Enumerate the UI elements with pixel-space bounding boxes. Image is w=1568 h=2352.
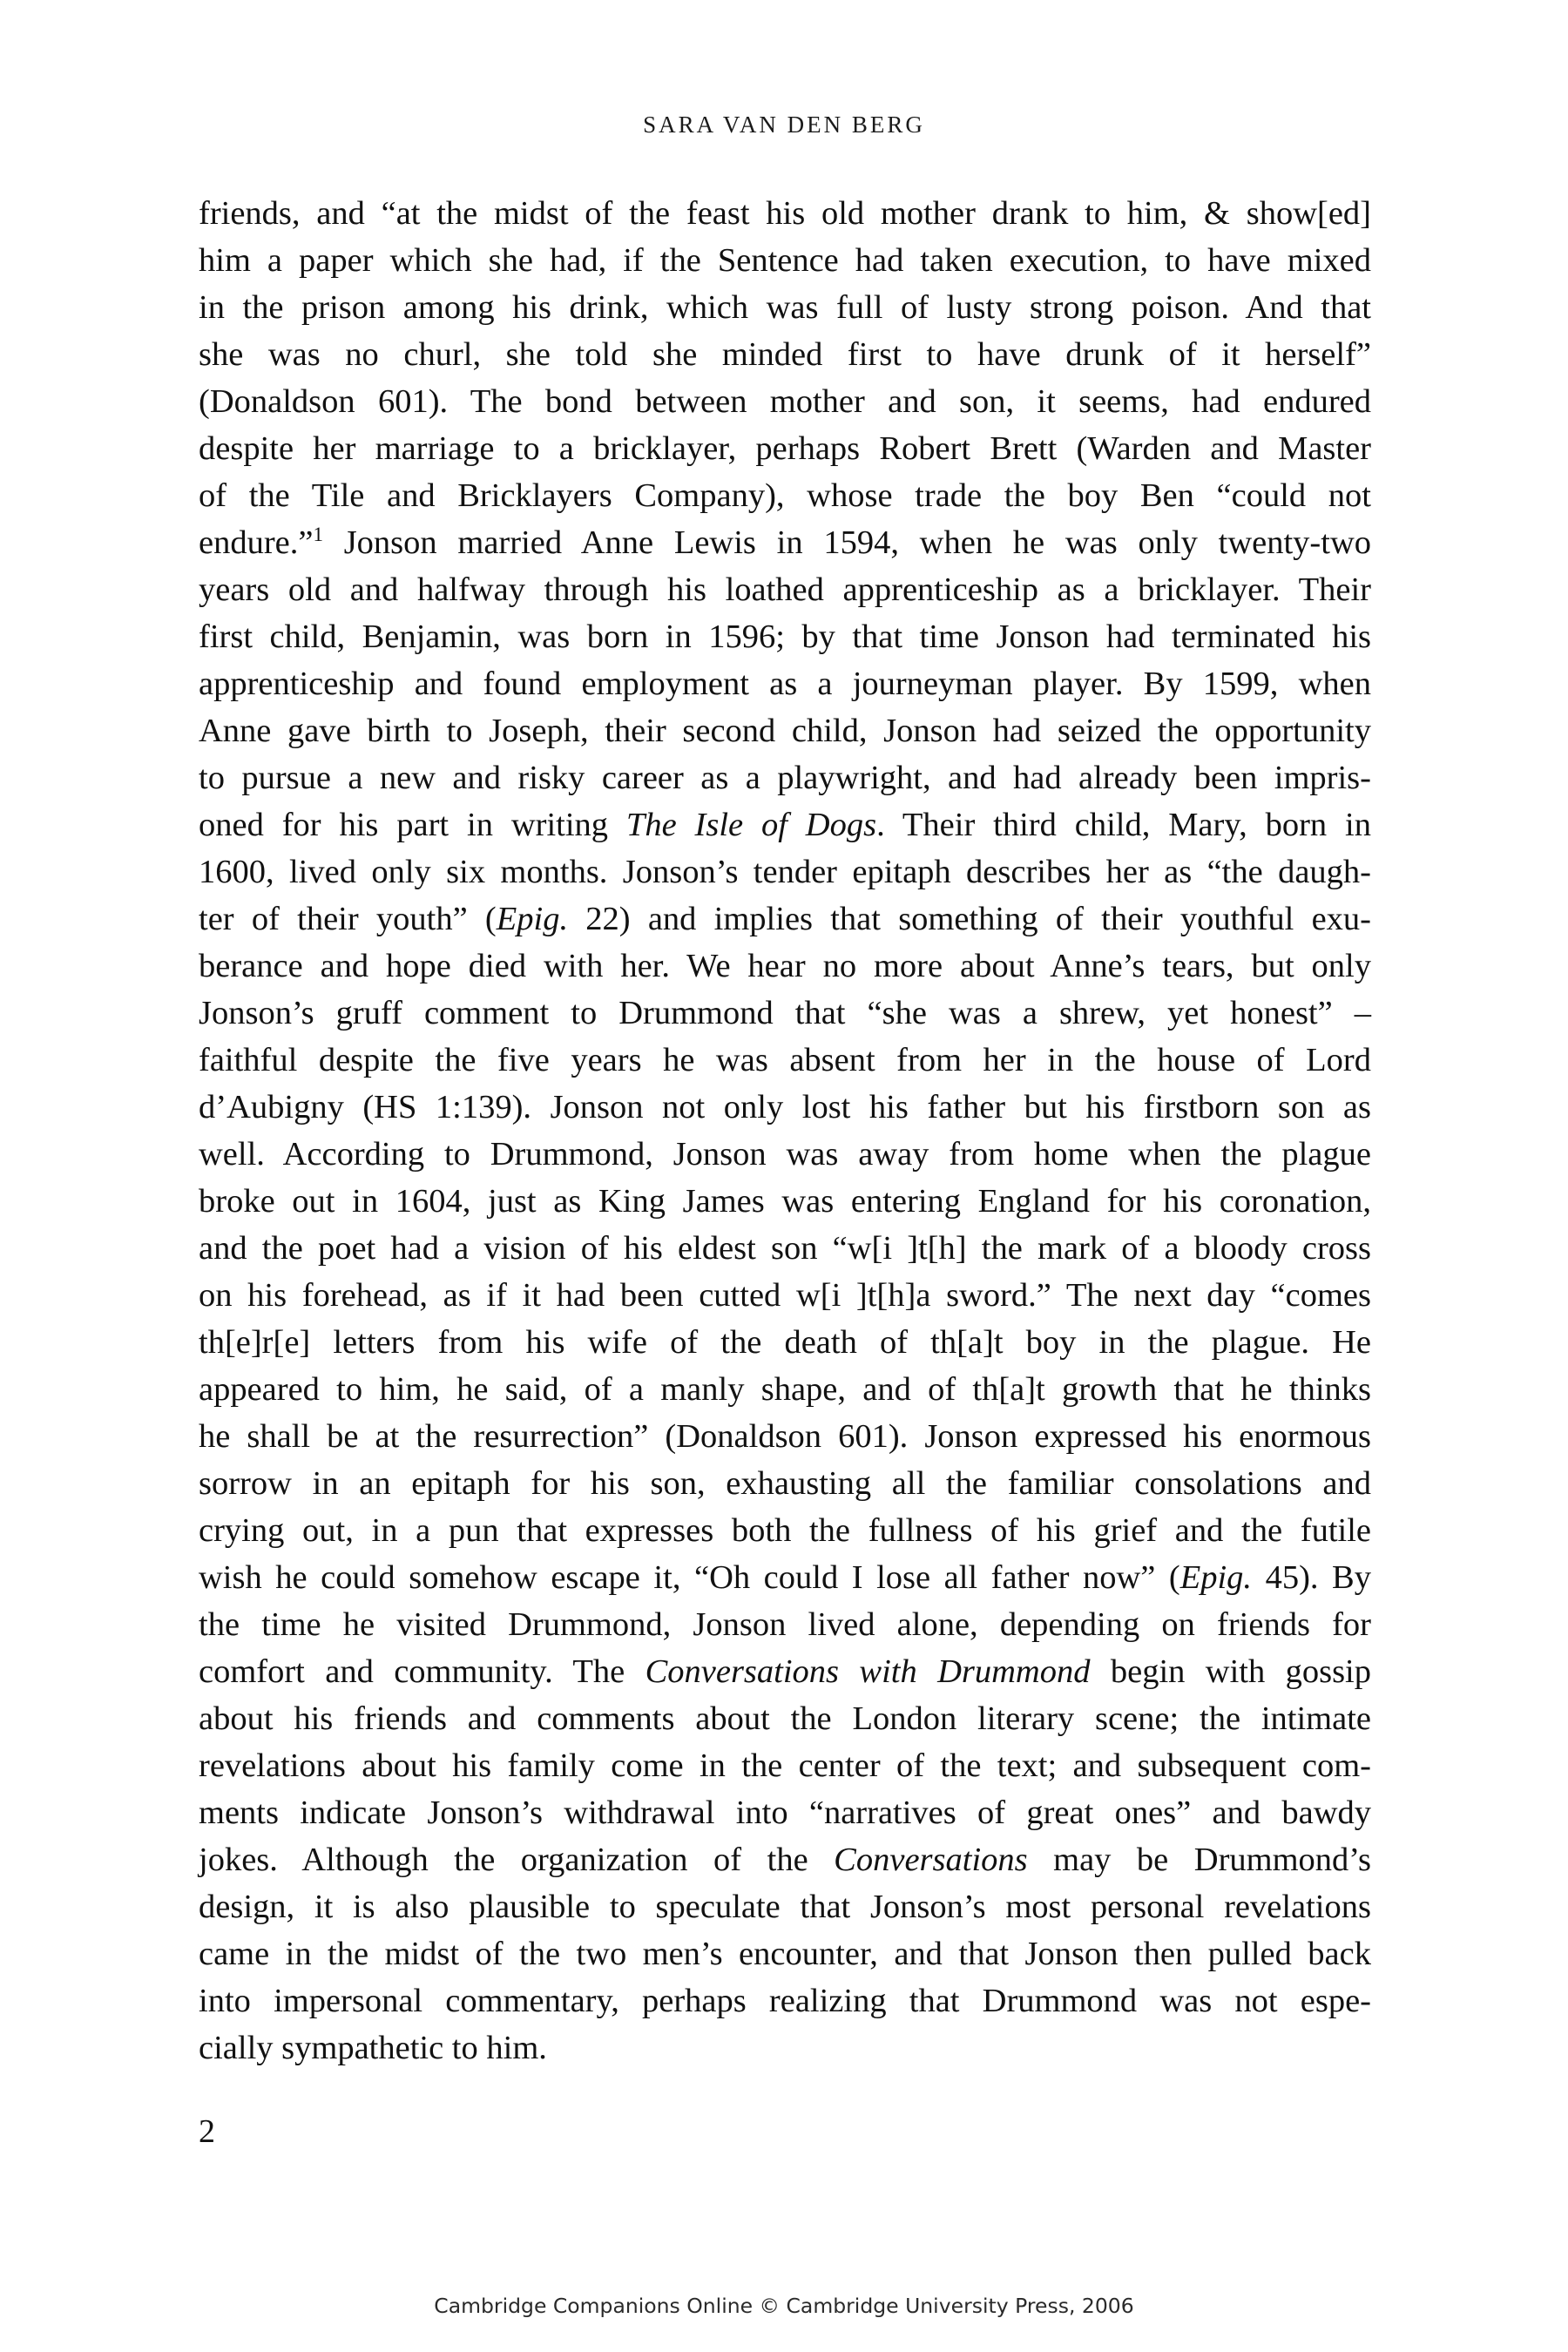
text-run: of the Tile and Bricklayers Company), whose trade the boy Ben “could not [199, 477, 1371, 514]
text-run: despite her marriage to a bricklayer, perhaps Robert Brett (Warden and Master [199, 430, 1371, 467]
text-run: revelations about his family come in the center of the text; and subsequent com- [199, 1747, 1371, 1784]
italic-title: Epig. [1179, 1559, 1253, 1596]
text-line [199, 660, 1371, 707]
text-run: d’Aubigny (HS 1:139). Jonson not only lost his father but his firstborn son as [199, 1089, 1371, 1125]
text-run: apprenticeship and found employment as a journeyman player. By 1599, when [199, 666, 1371, 702]
text-run: to pursue a new and risky career as a playwright, and had already been impris- [199, 760, 1371, 796]
text-line [199, 1131, 1371, 1178]
text-line [199, 848, 1371, 896]
text-run: about his friends and comments about the London literary scene; the intimate [199, 1700, 1371, 1737]
text-line [199, 1319, 1371, 1366]
text-run: she was no churl, she told she minded first to have drunk of it herself” [199, 336, 1371, 373]
text-run: well. According to Drummond, Jonson was away from home when the plague [199, 1136, 1371, 1173]
text-line [199, 1930, 1371, 1977]
text-line [199, 2024, 1371, 2072]
text-run: berance and hope died with her. We hear no more about Anne’s tears, but only [199, 948, 1371, 984]
text-line [199, 1413, 1371, 1460]
footnote-marker: 1 [313, 524, 323, 545]
text-line [199, 754, 1371, 801]
text-run: came in the midst of the two men’s encounter, and that Jonson then pulled back [199, 1936, 1371, 1972]
text-run: on his forehead, as if it had been cutted w[i ]t[h]a sword.” The next day “comes [199, 1277, 1371, 1314]
text-run: ments indicate Jonson’s withdrawal into “narratives of great ones” and bawdy [199, 1794, 1371, 1831]
text-line [199, 1883, 1371, 1930]
page-number: 2 [199, 2113, 215, 2150]
italic-title: The Isle of Dogs [625, 807, 877, 843]
footer-copyright: Cambridge Companions Online © Cambridge University Press, 2006 [434, 2294, 1134, 2318]
text-run: into impersonal commentary, perhaps realizing that Drummond was not espe- [199, 1983, 1371, 2019]
text-line [199, 472, 1371, 519]
text-line [199, 1225, 1371, 1272]
text-line [199, 566, 1371, 613]
text-line [199, 1789, 1371, 1836]
text-run: faithful despite the five years he was absent from her in the house of Lord [199, 1042, 1371, 1078]
text-line [199, 284, 1371, 331]
text-run: Jonson’s gruff comment to Drummond that “she was a shrew, yet honest” – [199, 995, 1371, 1031]
text-line [199, 1695, 1371, 1742]
text-run: begin with gossip [1090, 1653, 1371, 1690]
text-run: 22) and implies that something of their youthful exu- [568, 901, 1371, 937]
text-line [199, 1460, 1371, 1507]
text-line [199, 331, 1371, 378]
text-line [199, 1037, 1371, 1084]
italic-title: Epig. [496, 901, 569, 937]
text-run: him a paper which she had, if the Sentence had taken execution, to have mixed [199, 242, 1371, 279]
text-run: ter of their youth” ( [199, 901, 497, 937]
text-run: endure.” [199, 524, 314, 561]
italic-title: Conversations [834, 1842, 1028, 1878]
text-line [199, 1836, 1371, 1883]
text-run: in the prison among his drink, which was full of lusty strong poison. And that [199, 289, 1371, 326]
text-run: cially sympathetic to him. [199, 2030, 547, 2066]
text-line [199, 1601, 1371, 1648]
italic-title: Conversations with Drummond [645, 1653, 1091, 1690]
text-line [199, 943, 1371, 990]
text-run: th[e]r[e] letters from his wife of the death of th[a]t boy in the plague. He [199, 1324, 1371, 1361]
text-run: crying out, in a pun that expresses both the fullness of his grief and the futile [199, 1512, 1371, 1549]
text-run: broke out in 1604, just as King James was entering England for his coronation, [199, 1183, 1371, 1220]
text-run: 45). By [1252, 1559, 1371, 1596]
text-run: the time he visited Drummond, Jonson lived alone, depending on friends for [199, 1606, 1371, 1643]
text-run: appeared to him, he said, of a manly shape, and of th[a]t growth that he thinks [199, 1371, 1371, 1408]
text-run: comfort and community. The [199, 1653, 645, 1690]
text-line [199, 1977, 1371, 2024]
text-line [199, 990, 1371, 1037]
text-run: 1600, lived only six months. Jonson’s tender epitaph describes her as “the daugh- [199, 854, 1371, 890]
text-line [199, 1084, 1371, 1131]
text-line [199, 519, 1371, 566]
text-line [199, 896, 1371, 943]
text-run: (Donaldson 601). The bond between mother and son, it seems, had endured [199, 383, 1371, 420]
body-paragraph [199, 190, 1371, 2072]
text-line [199, 1366, 1371, 1413]
text-line [199, 613, 1371, 660]
text-run: sorrow in an epitaph for his son, exhausting all the familiar consolations and [199, 1465, 1371, 1502]
text-run: . Their third child, Mary, born in [876, 807, 1371, 843]
text-line [199, 1554, 1371, 1601]
text-run: wish he could somehow escape it, “Oh could I lose all father now” ( [199, 1559, 1180, 1596]
text-run: Anne gave birth to Joseph, their second child, Jonson had seized the opportunity [199, 713, 1371, 749]
text-line [199, 801, 1371, 848]
text-line [199, 1648, 1371, 1695]
text-run: years old and halfway through his loathed apprenticeship as a bricklayer. Their [199, 571, 1371, 608]
text-line [199, 707, 1371, 754]
text-line [199, 1742, 1371, 1789]
text-run: Jonson married Anne Lewis in 1594, when he was only twenty-two [322, 524, 1371, 561]
text-run: may be Drummond’s [1027, 1842, 1371, 1878]
text-run: design, it is also plausible to speculate that Jonson’s most personal revelations [199, 1889, 1371, 1925]
text-line [199, 378, 1371, 425]
text-line [199, 1178, 1371, 1225]
text-run: he shall be at the resurrection” (Donaldson 601). Jonson expressed his enormous [199, 1418, 1371, 1455]
text-line [199, 237, 1371, 284]
text-run: and the poet had a vision of his eldest son “w[i ]t[h] the mark of a bloody cross [199, 1230, 1371, 1267]
text-run: oned for his part in writing [199, 807, 626, 843]
text-line [199, 190, 1371, 237]
text-run: friends, and “at the midst of the feast his old mother drank to him, & show[ed] [199, 195, 1371, 232]
text-line [199, 425, 1371, 472]
text-run: first child, Benjamin, was born in 1596; by that time Jonson had terminated his [199, 618, 1371, 655]
text-run: jokes. Although the organization of the [199, 1842, 835, 1878]
text-line [199, 1507, 1371, 1554]
running-head: SARA VAN DEN BERG [643, 112, 925, 138]
text-line [199, 1272, 1371, 1319]
